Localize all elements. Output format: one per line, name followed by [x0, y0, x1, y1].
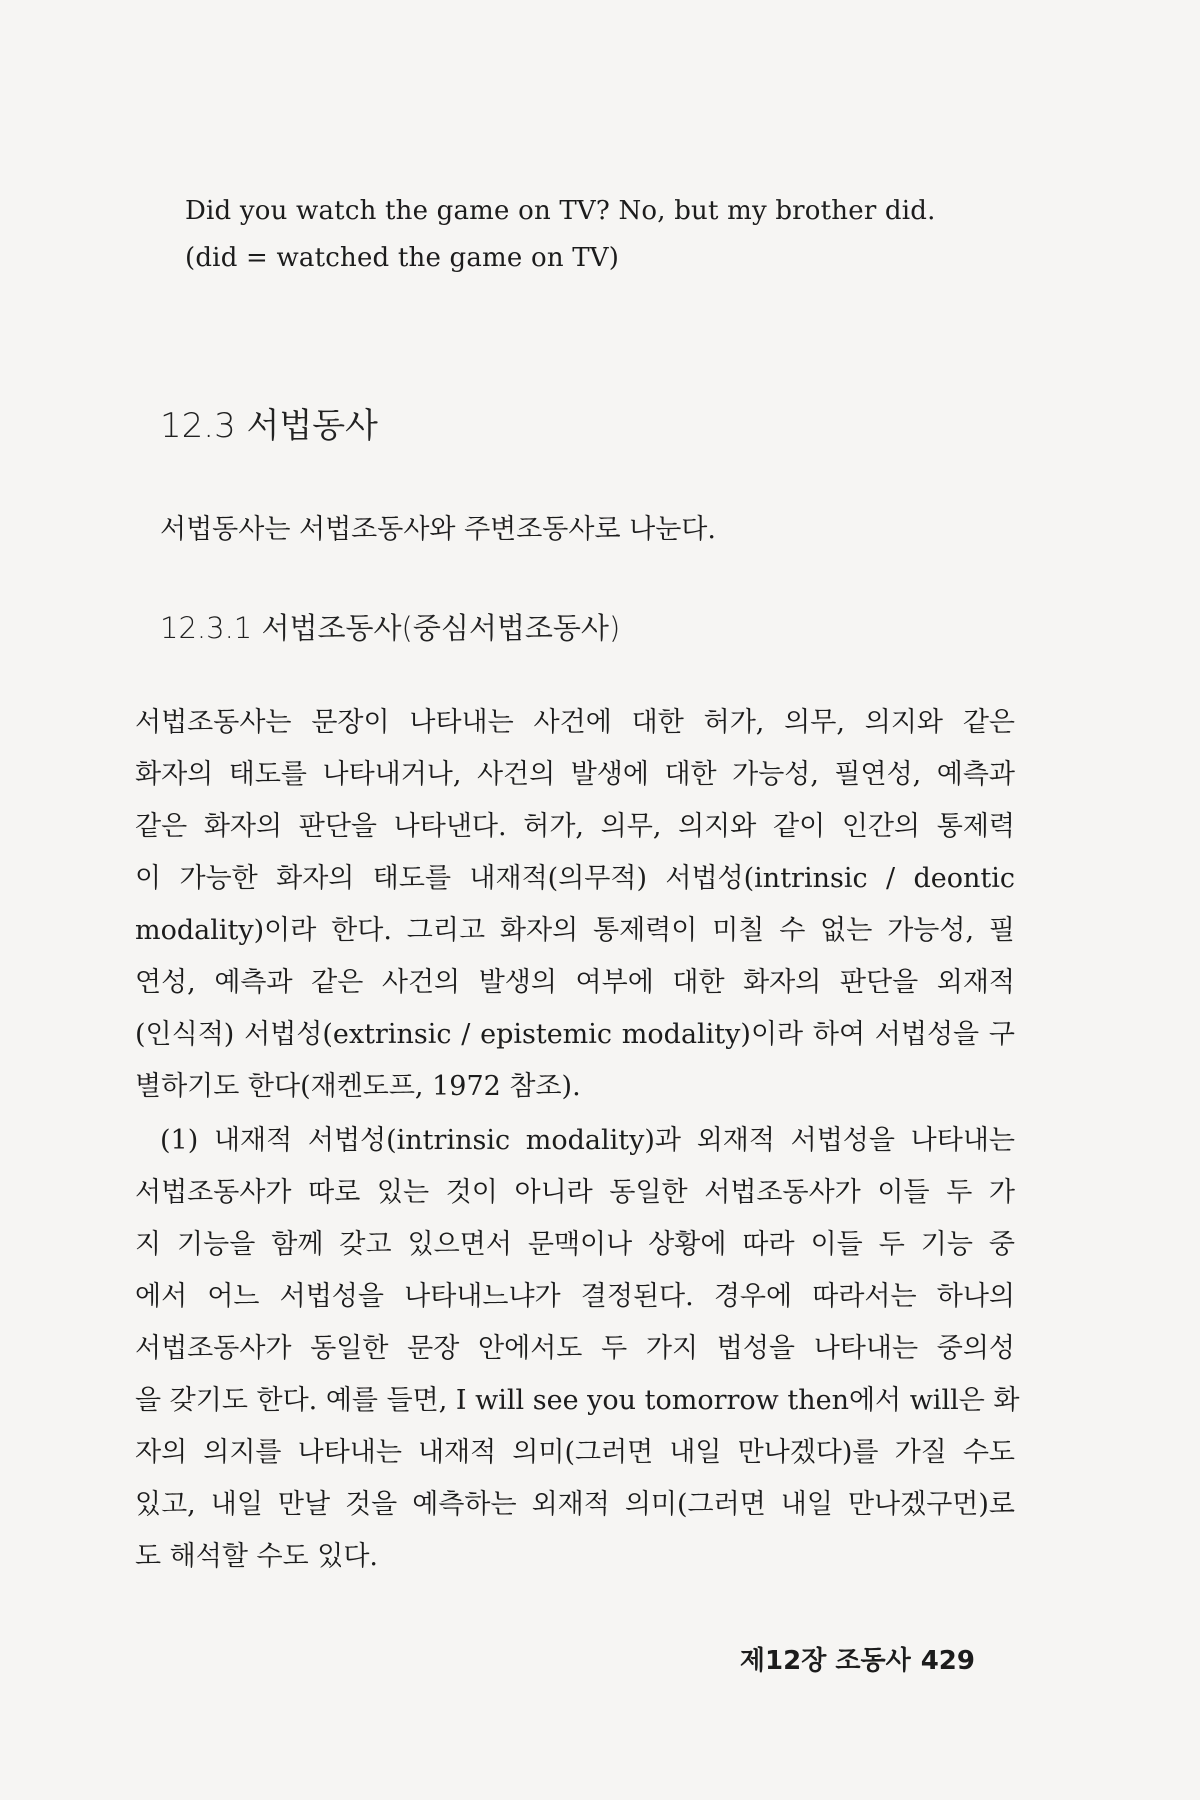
- paragraph-1-line: 별하기도 한다(재켄도프, 1972 참조).: [135, 1071, 581, 1102]
- paragraph-2-line: 서법조동사가 따로 있는 것이 아니라 동일한 서법조동사가 이들 두 가: [135, 1177, 1015, 1208]
- page-number: 429: [920, 1646, 975, 1676]
- paragraph-1-line: modality)이라 한다. 그리고 화자의 통제력이 미칠 수 없는 가능성, 필: [135, 915, 1015, 946]
- paragraph-2-line: (1) 내재적 서법성(intrinsic modality)과 외재적 서법성을 나타내는: [160, 1125, 1015, 1156]
- paragraph-2-line: 서법조동사가 동일한 문장 안에서도 두 가지 법성을 나타내는 중의성: [135, 1333, 1015, 1364]
- paragraph-2-line: 있고, 내일 만날 것을 예측하는 외재적 의미(그러면 내일 만나겠구먼)로: [135, 1489, 1015, 1520]
- subsection-title: 12.3.1 서법조동사(중심서법조동사): [160, 611, 621, 645]
- paragraph-2-line: 을 갖기도 한다. 예를 들면, I will see you tomorrow then에서 will은 화: [135, 1385, 1020, 1416]
- paragraph-2-line: 도 해석할 수도 있다.: [135, 1541, 378, 1572]
- example-gloss: (did = watched the game on TV): [185, 243, 620, 273]
- paragraph-1-line: 이 가능한 화자의 태도를 내재적(의무적) 서법성(intrinsic / deontic: [135, 863, 1015, 894]
- section-intro: 서법동사는 서법조동사와 주변조동사로 나눈다.: [160, 514, 716, 545]
- paragraph-1-line: 같은 화자의 판단을 나타낸다. 허가, 의무, 의지와 같이 인간의 통제력: [135, 811, 1015, 842]
- example-sentence: Did you watch the game on TV? No, but my brother did.: [185, 196, 936, 226]
- paragraph-2-line: 지 기능을 함께 갖고 있으면서 문맥이나 상황에 따라 이들 두 기능 중: [135, 1229, 1015, 1260]
- paragraph-1-line: 서법조동사는 문장이 나타내는 사건에 대한 허가, 의무, 의지와 같은: [135, 707, 1015, 738]
- page-footer: [730, 1640, 975, 1677]
- paragraph-2-line: 에서 어느 서법성을 나타내느냐가 결정된다. 경우에 따라서는 하나의: [135, 1281, 1015, 1312]
- section-title: 12.3 서법동사: [160, 406, 378, 446]
- paragraph-1-line: 연성, 예측과 같은 사건의 발생의 여부에 대한 화자의 판단을 외재적: [135, 967, 1015, 998]
- paragraph-1-line: 화자의 태도를 나타내거나, 사건의 발생에 대한 가능성, 필연성, 예측과: [135, 759, 1015, 790]
- paragraph-2-line: 자의 의지를 나타내는 내재적 의미(그러면 내일 만나겠다)를 가질 수도: [135, 1437, 1015, 1468]
- chapter-label: 제12장 조동사: [739, 1646, 911, 1676]
- paragraph-1-line: (인식적) 서법성(extrinsic / epistemic modality)이라 하여 서법성을 구: [135, 1019, 1015, 1050]
